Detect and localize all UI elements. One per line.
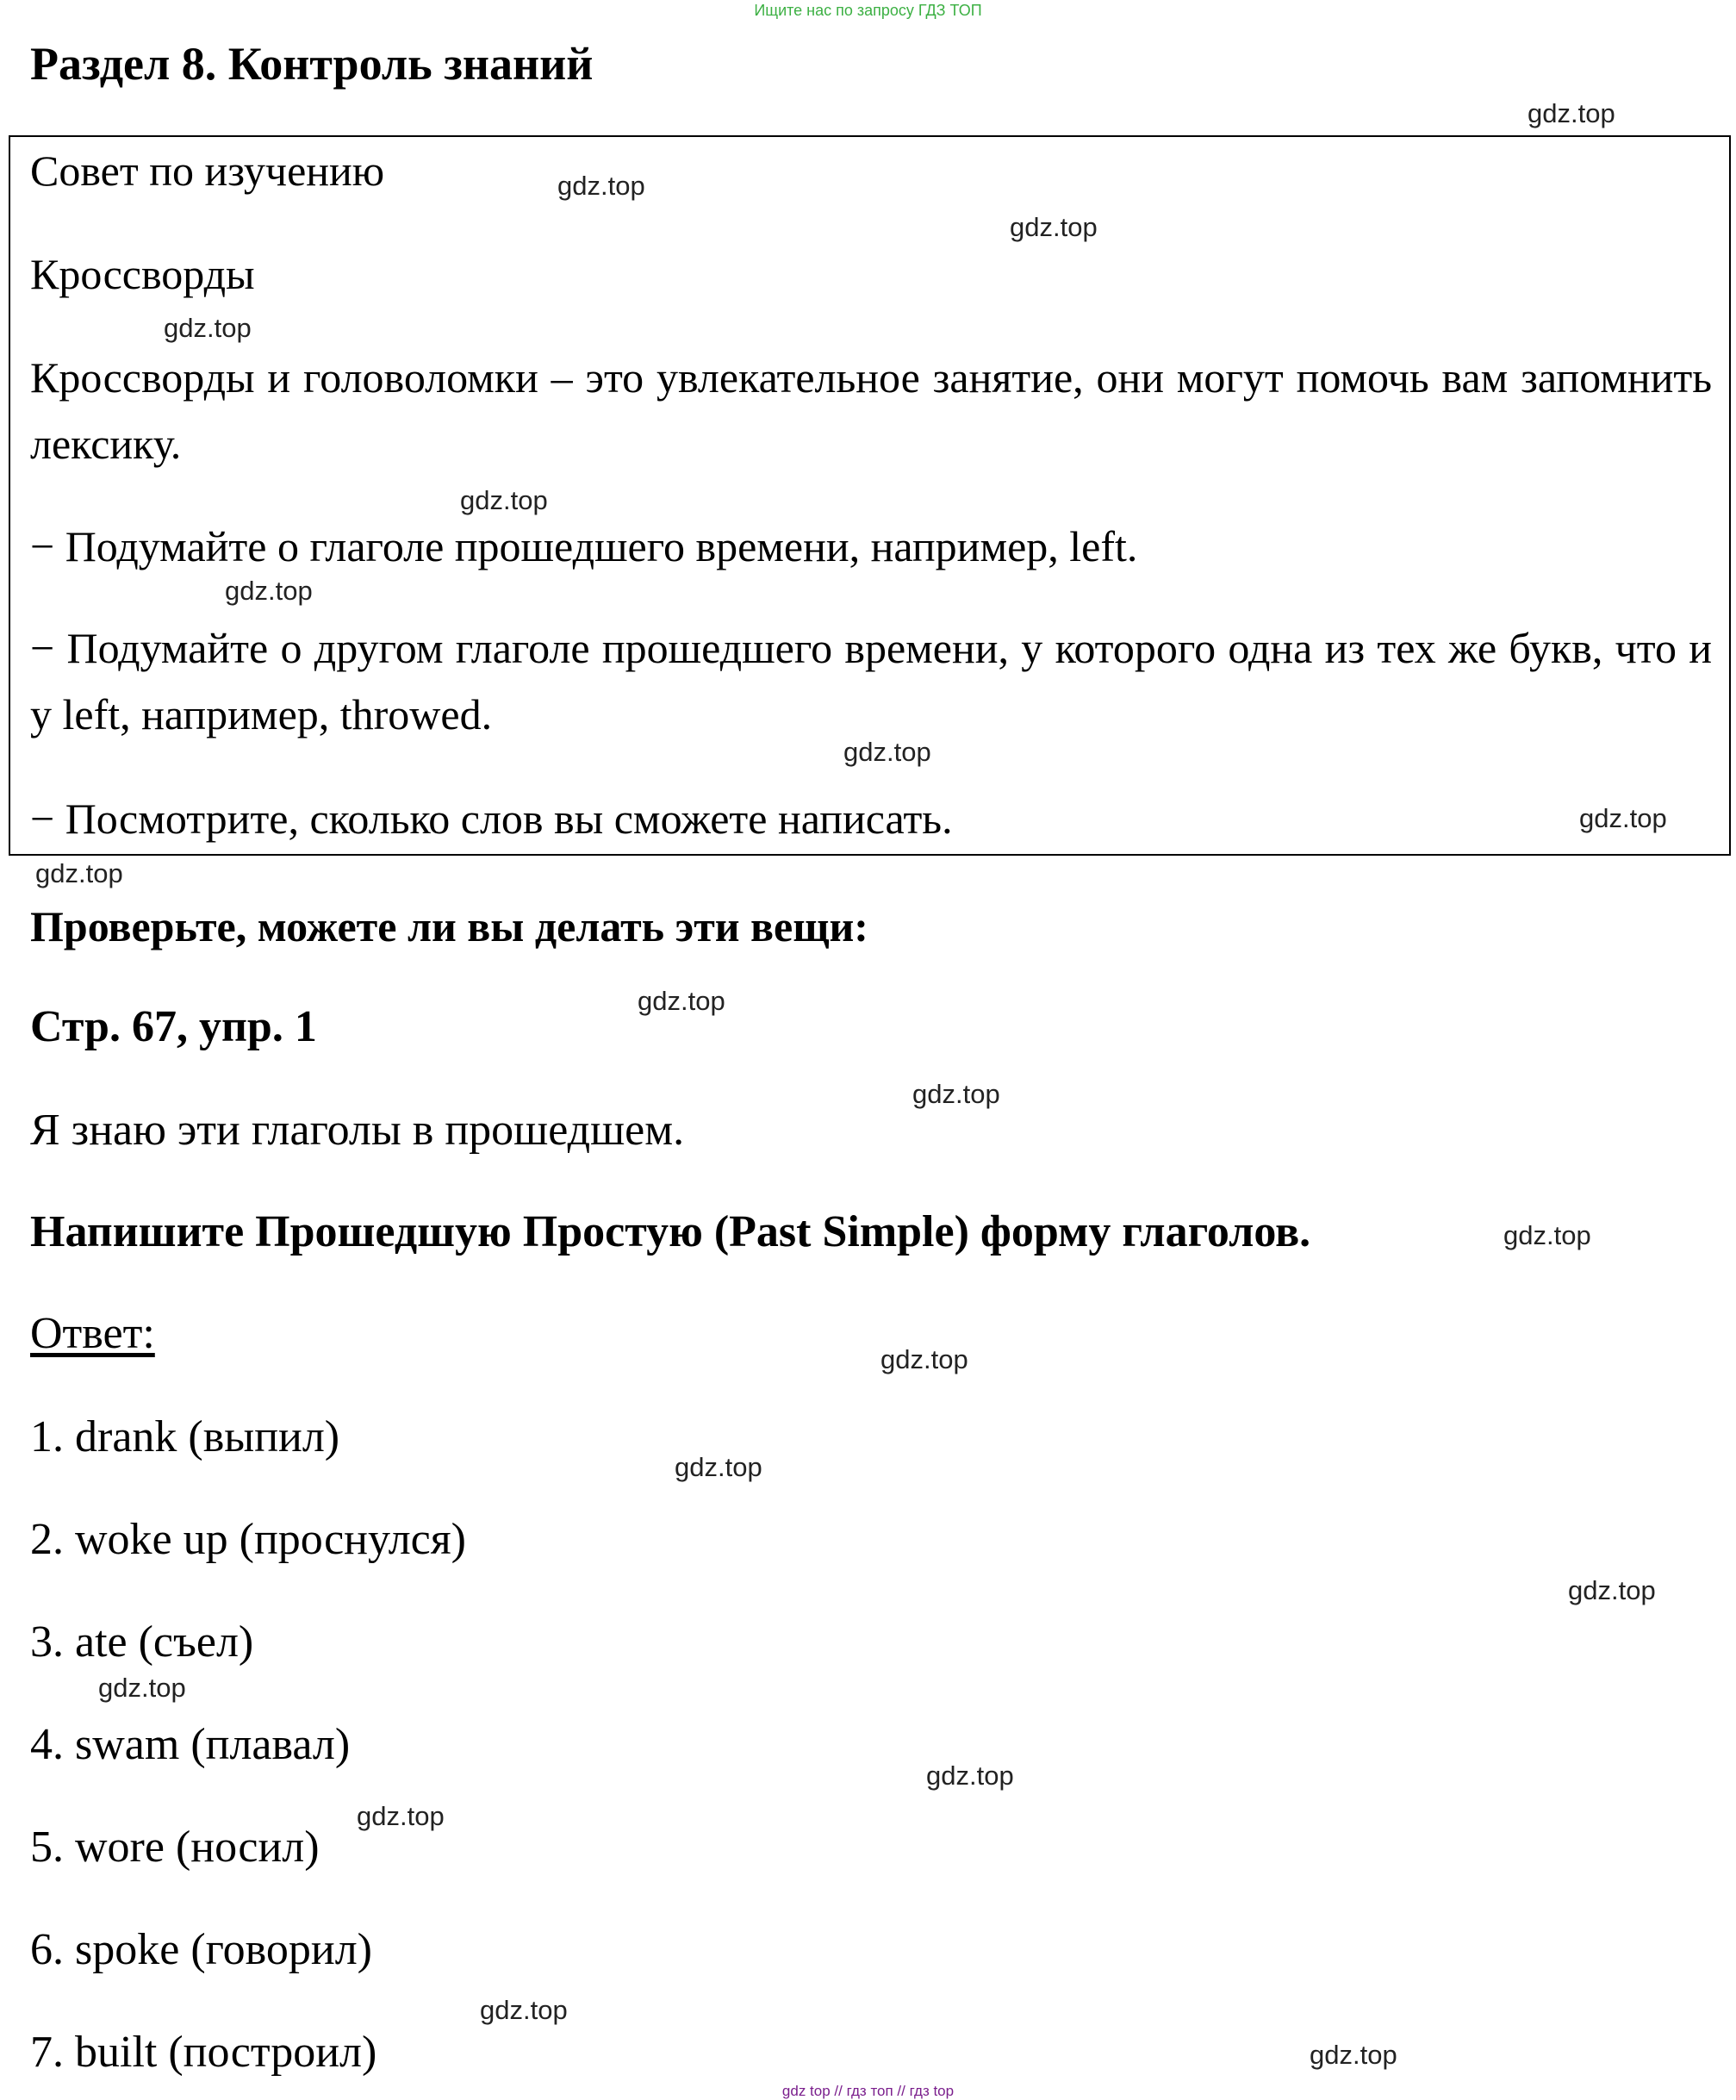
answer-item: 7. built (построил) xyxy=(30,2028,377,2077)
watermark: gdz.top xyxy=(35,858,123,888)
watermark: gdz.top xyxy=(1310,2040,1397,2070)
tip-bullet-2: − Подумайте о другом глаголе прошедшего времени, у которого одна из тех же букв, что и у left, например, throwed. xyxy=(30,624,1712,738)
answer-item: 6. spoke (говорил) xyxy=(30,1925,372,1974)
watermark: gdz.top xyxy=(638,986,725,1016)
page-title: Раздел 8. Контроль знаний xyxy=(30,38,594,90)
watermark: gdz.top xyxy=(1528,98,1615,128)
answer-item: 5. wore (носил) xyxy=(30,1823,320,1872)
tip-bullet-3: − Посмотрите, сколько слов вы сможете написать. xyxy=(30,795,953,843)
check-heading: Проверьте, можете ли вы делать эти вещи: xyxy=(30,902,868,950)
watermark: gdz.top xyxy=(225,576,313,606)
answer-item: 3. ate (съел) xyxy=(30,1617,254,1667)
watermark: gdz.top xyxy=(164,313,252,343)
tip-subheading: Кроссворды xyxy=(30,250,255,298)
bottom-note: gdz top // гдз топ // гдз top xyxy=(781,2083,955,2099)
tip-bullet-1: − Подумайте о глаголе прошедшего времени, например, left. xyxy=(30,522,1138,570)
watermark: gdz.top xyxy=(880,1344,968,1374)
top-note: Ищите нас по запросу ГДЗ ТОП xyxy=(754,2,982,19)
watermark: gdz.top xyxy=(843,737,931,767)
answer-item: 4. swam (плавал) xyxy=(30,1720,351,1769)
watermark: gdz.top xyxy=(1010,212,1098,242)
watermark: gdz.top xyxy=(480,1995,568,2025)
task-heading: Напишите Прошедшую Простую (Past Simple) форму глаголов. xyxy=(30,1207,1311,1256)
exercise-heading: Стр. 67, упр. 1 xyxy=(30,1002,317,1051)
watermark: gdz.top xyxy=(1579,803,1667,833)
watermark: gdz.top xyxy=(1568,1575,1656,1605)
watermark: gdz.top xyxy=(1503,1220,1591,1250)
statement: Я знаю эти глаголы в прошедшем. xyxy=(30,1106,685,1155)
answer-item: 2. woke up (проснулся) xyxy=(30,1515,466,1564)
watermark: gdz.top xyxy=(357,1801,445,1831)
answer-label xyxy=(30,1309,155,1358)
answer-label-text: Ответ: xyxy=(30,1309,155,1358)
watermark: gdz.top xyxy=(675,1452,762,1482)
watermark: gdz.top xyxy=(98,1673,186,1703)
watermark: gdz.top xyxy=(926,1760,1014,1791)
watermark: gdz.top xyxy=(460,485,548,515)
tip-paragraph: Кроссворды и головоломки – это увлекательное занятие, они могут помочь вам запомнить лексику. xyxy=(30,353,1712,468)
answer-item: 1. drank (выпил) xyxy=(30,1412,340,1461)
watermark: gdz.top xyxy=(557,171,645,201)
tip-heading: Совет по изучению xyxy=(30,146,385,195)
watermark: gdz.top xyxy=(912,1079,1000,1109)
